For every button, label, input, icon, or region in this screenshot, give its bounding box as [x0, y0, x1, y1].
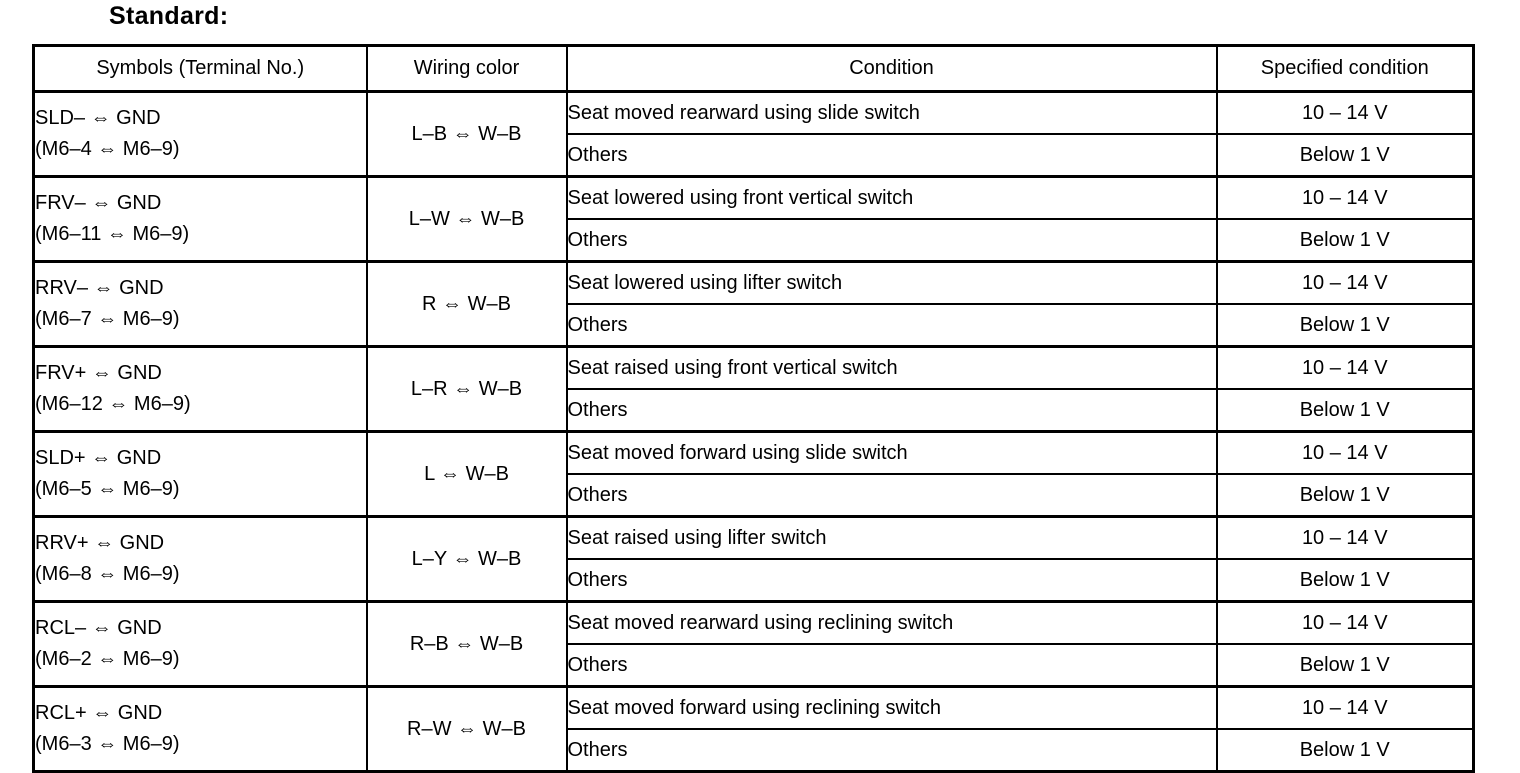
symbol-cell: [34, 347, 367, 432]
symbol-cell: [34, 432, 367, 517]
specified-condition-cell: Below 1 V: [1217, 474, 1474, 517]
condition-cell: Seat moved rearward using slide switch: [567, 92, 1217, 135]
symbol-cell: [34, 177, 367, 262]
condition-cell: Others: [567, 389, 1217, 432]
table-row: [34, 687, 1474, 730]
table-row: [34, 432, 1474, 475]
specified-condition-cell: 10 – 14 V: [1217, 602, 1474, 645]
table-row: [34, 347, 1474, 390]
specified-condition-cell: 10 – 14 V: [1217, 347, 1474, 390]
condition-cell: Seat lowered using lifter switch: [567, 262, 1217, 305]
header-wiring-color: Wiring color: [367, 46, 567, 92]
symbol-cell: [34, 517, 367, 602]
condition-cell: Seat moved forward using slide switch: [567, 432, 1217, 475]
header-condition: Condition: [567, 46, 1217, 92]
table-header-row: [34, 46, 1474, 92]
condition-cell: Others: [567, 304, 1217, 347]
specified-condition-cell: Below 1 V: [1217, 729, 1474, 772]
terminal-label: (M6–11 ⇔ M6–9): [35, 223, 190, 245]
condition-cell: Seat lowered using front vertical switch: [567, 177, 1217, 220]
symbol-label: SLD+ ⇔ GND: [35, 447, 162, 469]
symbol-label: RCL– ⇔ GND: [35, 617, 162, 639]
condition-cell: Others: [567, 559, 1217, 602]
terminal-label: (M6–7 ⇔ M6–9): [35, 308, 180, 330]
condition-cell: Others: [567, 644, 1217, 687]
terminal-label: (M6–8 ⇔ M6–9): [35, 563, 180, 585]
specified-condition-cell: Below 1 V: [1217, 304, 1474, 347]
wiring-color-cell: L–B ⇔ W–B: [367, 92, 567, 177]
symbol-cell: [34, 92, 367, 177]
symbol-label: RCL+ ⇔ GND: [35, 702, 163, 724]
wiring-color-cell: L–R ⇔ W–B: [367, 347, 567, 432]
condition-cell: Seat moved forward using reclining switch: [567, 687, 1217, 730]
terminal-label: (M6–2 ⇔ M6–9): [35, 648, 180, 670]
page-title: Standard:: [109, 2, 229, 30]
wiring-color-cell: R ⇔ W–B: [367, 262, 567, 347]
table-row: [34, 517, 1474, 560]
table-row: [34, 602, 1474, 645]
specified-condition-cell: 10 – 14 V: [1217, 432, 1474, 475]
terminal-label: (M6–3 ⇔ M6–9): [35, 733, 180, 755]
condition-cell: Others: [567, 219, 1217, 262]
specified-condition-cell: Below 1 V: [1217, 219, 1474, 262]
terminal-label: (M6–5 ⇔ M6–9): [35, 478, 180, 500]
terminal-label: (M6–4 ⇔ M6–9): [35, 138, 180, 160]
condition-cell: Others: [567, 729, 1217, 772]
specified-condition-cell: Below 1 V: [1217, 559, 1474, 602]
wiring-color-cell: R–B ⇔ W–B: [367, 602, 567, 687]
specified-condition-cell: 10 – 14 V: [1217, 687, 1474, 730]
symbol-cell: [34, 262, 367, 347]
condition-cell: Others: [567, 134, 1217, 177]
wiring-color-cell: L ⇔ W–B: [367, 432, 567, 517]
symbol-label: RRV+ ⇔ GND: [35, 532, 165, 554]
condition-cell: Seat raised using front vertical switch: [567, 347, 1217, 390]
condition-cell: Others: [567, 474, 1217, 517]
specification-table: [32, 44, 1475, 773]
specified-condition-cell: 10 – 14 V: [1217, 262, 1474, 305]
condition-cell: Seat raised using lifter switch: [567, 517, 1217, 560]
condition-cell: Seat moved rearward using reclining switch: [567, 602, 1217, 645]
header-symbols: Symbols (Terminal No.): [34, 46, 367, 92]
symbol-cell: [34, 687, 367, 772]
symbol-label: FRV+ ⇔ GND: [35, 362, 162, 384]
wiring-color-cell: R–W ⇔ W–B: [367, 687, 567, 772]
symbol-label: SLD– ⇔ GND: [35, 107, 161, 129]
wiring-color-cell: L–Y ⇔ W–B: [367, 517, 567, 602]
symbol-label: FRV– ⇔ GND: [35, 192, 162, 214]
specified-condition-cell: Below 1 V: [1217, 644, 1474, 687]
specified-condition-cell: 10 – 14 V: [1217, 92, 1474, 135]
specified-condition-cell: 10 – 14 V: [1217, 517, 1474, 560]
terminal-label: (M6–12 ⇔ M6–9): [35, 393, 191, 415]
specified-condition-cell: Below 1 V: [1217, 134, 1474, 177]
table-row: [34, 262, 1474, 305]
header-specified-condition: Specified condition: [1217, 46, 1474, 92]
table-row: [34, 92, 1474, 135]
specified-condition-cell: Below 1 V: [1217, 389, 1474, 432]
table-row: [34, 177, 1474, 220]
symbol-label: RRV– ⇔ GND: [35, 277, 164, 299]
wiring-color-cell: L–W ⇔ W–B: [367, 177, 567, 262]
symbol-cell: [34, 602, 367, 687]
specified-condition-cell: 10 – 14 V: [1217, 177, 1474, 220]
table-body: [34, 92, 1474, 772]
